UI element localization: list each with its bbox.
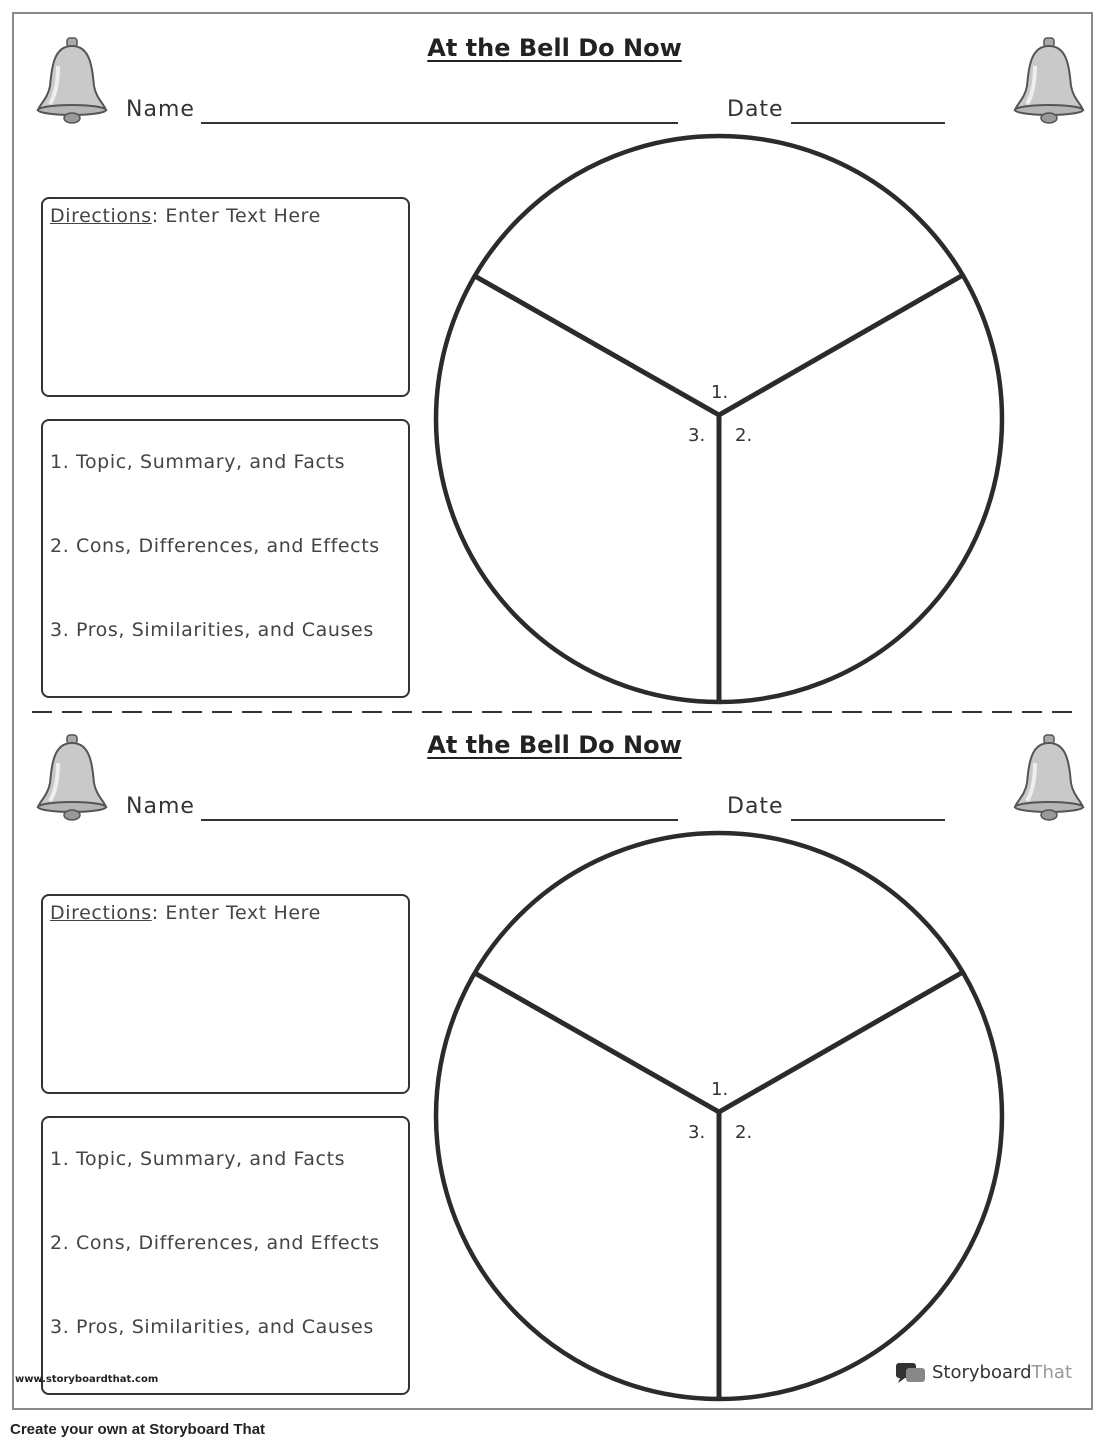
wheel-label-3: 3. bbox=[688, 1122, 706, 1143]
wheel-label-2: 2. bbox=[735, 1122, 753, 1143]
directions-text bbox=[50, 205, 321, 227]
directions-placeholder: : Enter Text Here bbox=[151, 902, 321, 924]
directions-label: Directions bbox=[50, 902, 152, 924]
watermark-url: www.storyboardthat.com bbox=[15, 1374, 159, 1385]
wheel-divider bbox=[719, 275, 963, 415]
name-field[interactable] bbox=[201, 122, 678, 124]
wheel-label-1: 1. bbox=[711, 382, 729, 403]
category-list-box bbox=[41, 1116, 410, 1395]
wheel-divider bbox=[473, 275, 719, 415]
directions-placeholder: : Enter Text Here bbox=[151, 205, 321, 227]
wheel-label-1: 1. bbox=[711, 1079, 729, 1100]
three-part-wheel bbox=[432, 829, 1006, 1403]
category-list-box bbox=[41, 419, 410, 698]
directions-box[interactable] bbox=[41, 894, 410, 1094]
date-label: Date bbox=[727, 794, 784, 819]
wheel-label-2: 2. bbox=[735, 425, 753, 446]
directions-box[interactable] bbox=[41, 197, 410, 397]
storyboardthat-logo-icon bbox=[895, 1362, 927, 1384]
directions-text bbox=[50, 902, 321, 924]
list-item: 3. Pros, Similarities, and Causes bbox=[50, 619, 374, 641]
list-item: 1. Topic, Summary, and Facts bbox=[50, 1148, 346, 1170]
name-field[interactable] bbox=[201, 819, 678, 821]
list-item: 3. Pros, Similarities, and Causes bbox=[50, 1316, 374, 1338]
cut-line-divider bbox=[32, 711, 1082, 713]
worksheet-bottom bbox=[14, 711, 1095, 1409]
date-field[interactable] bbox=[791, 122, 945, 124]
worksheet-page bbox=[12, 12, 1093, 1410]
date-field[interactable] bbox=[791, 819, 945, 821]
page-title: At the Bell Do Now bbox=[427, 731, 682, 759]
logo-wordmark bbox=[932, 1362, 1072, 1383]
date-label: Date bbox=[727, 97, 784, 122]
list-item: 1. Topic, Summary, and Facts bbox=[50, 451, 346, 473]
wheel-divider bbox=[719, 972, 963, 1112]
logo-word-light: That bbox=[1031, 1362, 1073, 1383]
list-item: 2. Cons, Differences, and Effects bbox=[50, 535, 380, 557]
storyboardthat-logo[interactable] bbox=[895, 1360, 1073, 1386]
logo-word: Storyboard bbox=[932, 1362, 1032, 1383]
footer-credit[interactable]: Create your own at Storyboard That bbox=[10, 1421, 266, 1438]
page-title: At the Bell Do Now bbox=[427, 34, 682, 62]
name-label: Name bbox=[126, 794, 195, 819]
list-item: 2. Cons, Differences, and Effects bbox=[50, 1232, 380, 1254]
wheel-divider bbox=[473, 972, 719, 1112]
name-label: Name bbox=[126, 97, 195, 122]
worksheet-top bbox=[14, 14, 1095, 712]
directions-label: Directions bbox=[50, 205, 152, 227]
wheel-label-3: 3. bbox=[688, 425, 706, 446]
three-part-wheel bbox=[432, 132, 1006, 706]
